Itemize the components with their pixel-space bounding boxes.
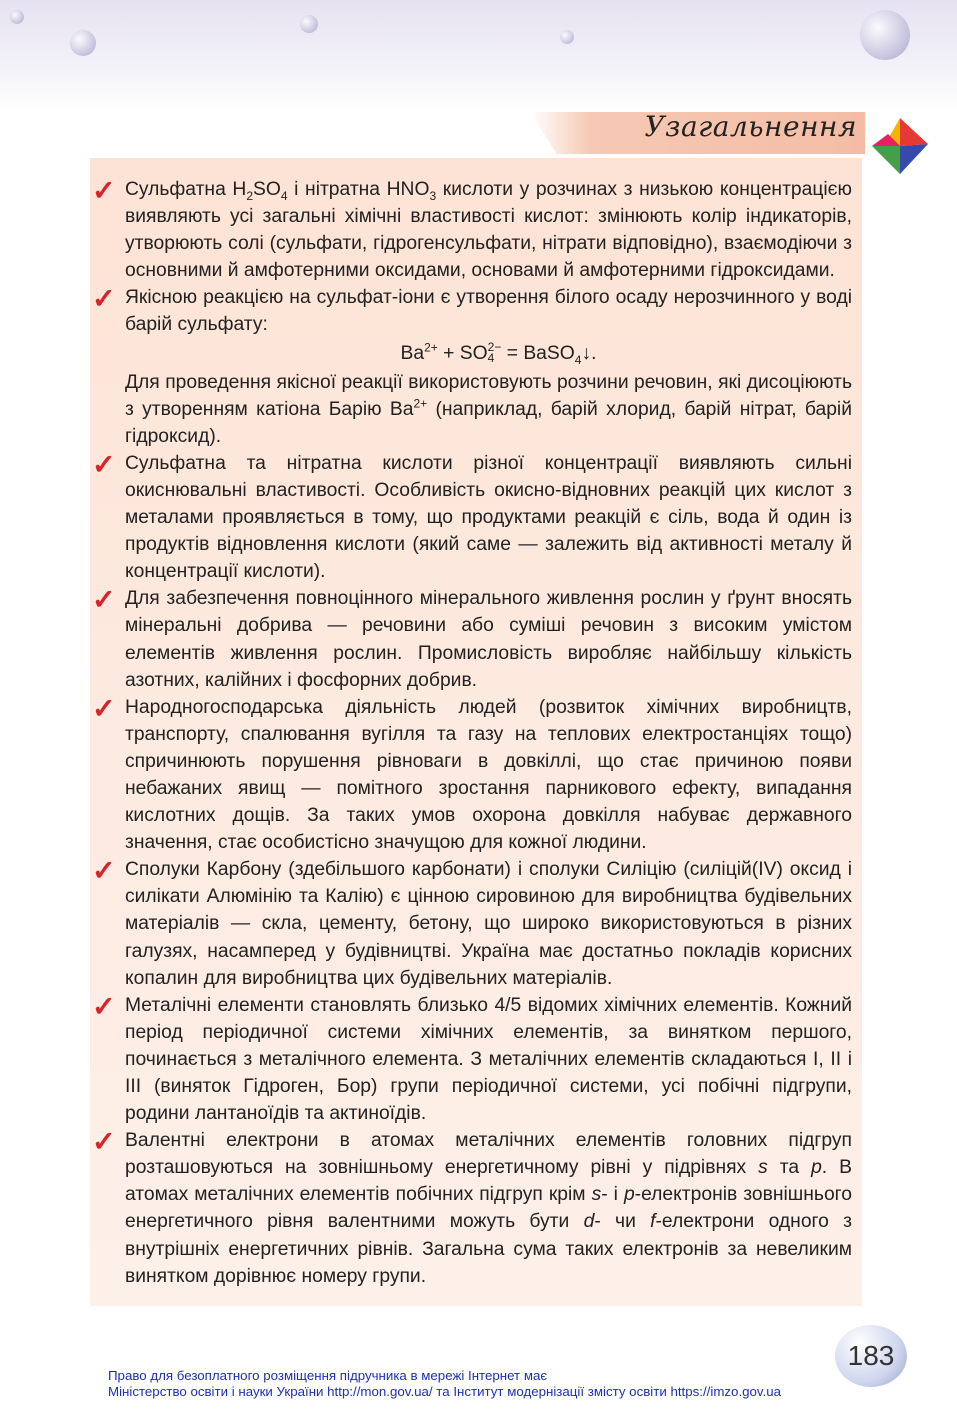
text-run: Ba (400, 342, 425, 364)
summary-item (92, 694, 852, 857)
text-run: = BaSO (501, 342, 575, 364)
text-run: кислоти у розчинах з низькою концентрацією виявляють усі загальні хімічні властивості кислот: змінюють колір індикаторів, утворюють солі (сульфати, гідрогенсульфати, нітрати відповідно), взаємодіючи з основними й амфотерними оксидами, основами й амфотерними гідроксидами. (125, 179, 852, 282)
subscript: 4 (487, 351, 495, 366)
superscript: 2− (487, 340, 502, 355)
summary-list (92, 176, 852, 1290)
paragraph (125, 585, 852, 693)
text-run: . В атомах металічних елементів побічних підгруп крім (125, 1157, 852, 1206)
italic-symbol: p (623, 1184, 635, 1206)
paragraph (125, 450, 852, 585)
paragraph (125, 1127, 852, 1290)
bubble-decoration (10, 10, 24, 24)
checkmark-icon: ✓ (92, 448, 116, 480)
text-run: ↓. (581, 342, 597, 364)
decorative-header-background (0, 0, 957, 110)
text-run: Сполуки Карбону (здебільшого карбонати) і сполуки Силіцію (силіцій(IV) оксид і силікати Алюмінію та Калію) є цінною сировиною для виробництва будівельних матеріалів — скла, цементу, бетону, що широко використовуються в різних галузях, насамперед у будівництві. Україна має достатньо покладів корисних копалин для виробництва цих будівельних матеріалів. (125, 859, 852, 989)
text-run: і нітратна HNO (287, 179, 430, 200)
paragraph (125, 856, 852, 991)
superscript: 2+ (413, 396, 428, 411)
footer-line-1: Право для безоплатного розміщення підручника в мережі Інтернет має (108, 1368, 548, 1383)
text-run: Сульфатна та нітратна кислоти різної концентрації виявляють сильні окиснювальні властивості. Особливість окисно-відновних реакцій цих кислот з металами проявляється в тому, що продуктами реакцій є сіль, вода й один із продуктів відновлення кислоти (який саме — залежить від активності металу й концентрації кислоти). (125, 452, 852, 583)
text-run: (наприклад, барій хлорид, барій нітрат, барій гідроксид). (125, 398, 852, 447)
summary-item (92, 992, 852, 1127)
text-run: - і (601, 1184, 624, 1206)
superscript: 2+ (424, 340, 438, 355)
summary-item (92, 450, 852, 585)
colorful-diamond-logo-icon (870, 116, 930, 176)
summary-item (92, 284, 852, 449)
italic-symbol: s (758, 1157, 768, 1179)
italic-symbol: p (811, 1157, 822, 1179)
paragraph (125, 176, 852, 284)
checkmark-icon: ✓ (92, 584, 116, 616)
summary-item (92, 856, 852, 991)
summary-item (92, 1127, 852, 1290)
paragraph (125, 369, 852, 450)
text-run: Сульфатна H (125, 179, 247, 200)
bubble-decoration (560, 30, 574, 44)
text-run: -електрони одного з внутрішніх енергетичних рівнів. Загальна сума таких електронів за невеликим винятком дорівнює номеру групи. (125, 1211, 853, 1287)
text-run: Народногосподарська діяльність людей (розвиток хімічних виробництв, транспорту, спалювання вугілля та газу на теплових електростанціях тощо) спричинюють порушення рівноваги в довкіллі, що стає причиною появи небажаних явищ — помітного зростання парникового ефекту, випадання кислотних дощів. За таких умов охорона довкілля набуває державного значення, стає особистісно значущою для кожної людини. (125, 696, 852, 854)
text-run: та (767, 1157, 812, 1179)
text-run: Для проведення якісної реакції використовують розчини речовин, які дисоціюють з утворенням катіона Барію Ba (125, 371, 852, 420)
checkmark-icon: ✓ (92, 175, 116, 206)
checkmark-icon: ✓ (92, 855, 116, 887)
page-number: 183 (835, 1325, 907, 1387)
summary-item (92, 585, 852, 693)
text-run: Металічні елементи становлять близько 4/5 відомих хімічних елементів. Кожний період періодичної системи хімічних елементів, за винятком першого, починається з металічного елемента. З металічних елементів складаються I, II і III (виняток Гідроген, Бор) групи періодичної системи, усі побічні підгрупи, родини лантаноїдів та актиноїдів. (125, 994, 852, 1125)
subscript: 3 (429, 188, 437, 203)
checkmark-icon: ✓ (92, 692, 116, 724)
text-run: Якісною реакцією на сульфат-іони є утворення білого осаду нерозчинного у воді барій сульфату: (125, 287, 852, 336)
italic-symbol: d (583, 1211, 595, 1233)
checkmark-icon: ✓ (92, 1126, 116, 1158)
subscript: 2 (246, 188, 254, 203)
bubble-decoration (70, 30, 96, 56)
section-title: Узагальнення (644, 110, 857, 143)
text-run: Валентні електрони в атомах металічних елементів головних підгруп розташовуються на зовнішньому енергетичному рівні у підрівнях (125, 1130, 852, 1179)
chemical-equation (125, 339, 852, 369)
text-run: + SO (437, 342, 488, 364)
subscript: 4 (280, 188, 288, 203)
checkmark-icon: ✓ (92, 283, 116, 315)
bubble-decoration (860, 10, 910, 60)
italic-symbol: f (650, 1211, 656, 1233)
checkmark-icon: ✓ (92, 990, 116, 1022)
sup-sub-stack (488, 342, 502, 364)
italic-symbol: s (591, 1184, 602, 1206)
text-run: -електронів зовнішнього енергетичного рівня валентними можуть бути (125, 1184, 853, 1233)
bubble-decoration (300, 15, 318, 33)
paragraph (125, 694, 852, 857)
paragraph (125, 992, 852, 1127)
text-run: - чи (594, 1211, 651, 1233)
summary-item (92, 176, 852, 284)
text-run: SO (253, 179, 281, 200)
copyright-footer (108, 1368, 781, 1400)
footer-line-2: Міністерство освіти і науки України http://mon.gov.ua/ та Інститут модернізації змісту освіти https://imzo.gov.ua (108, 1384, 782, 1399)
paragraph (125, 284, 852, 338)
text-run: Для забезпечення повноцінного мінерального живлення рослин у ґрунт вносять мінеральні добрива — речовини або суміші речовин з високим умістом елементів живлення рослин. Промисловість виробляє найбільшу кількість азотних, калійних і фосфорних добрив. (125, 588, 852, 691)
subscript: 4 (574, 352, 582, 367)
